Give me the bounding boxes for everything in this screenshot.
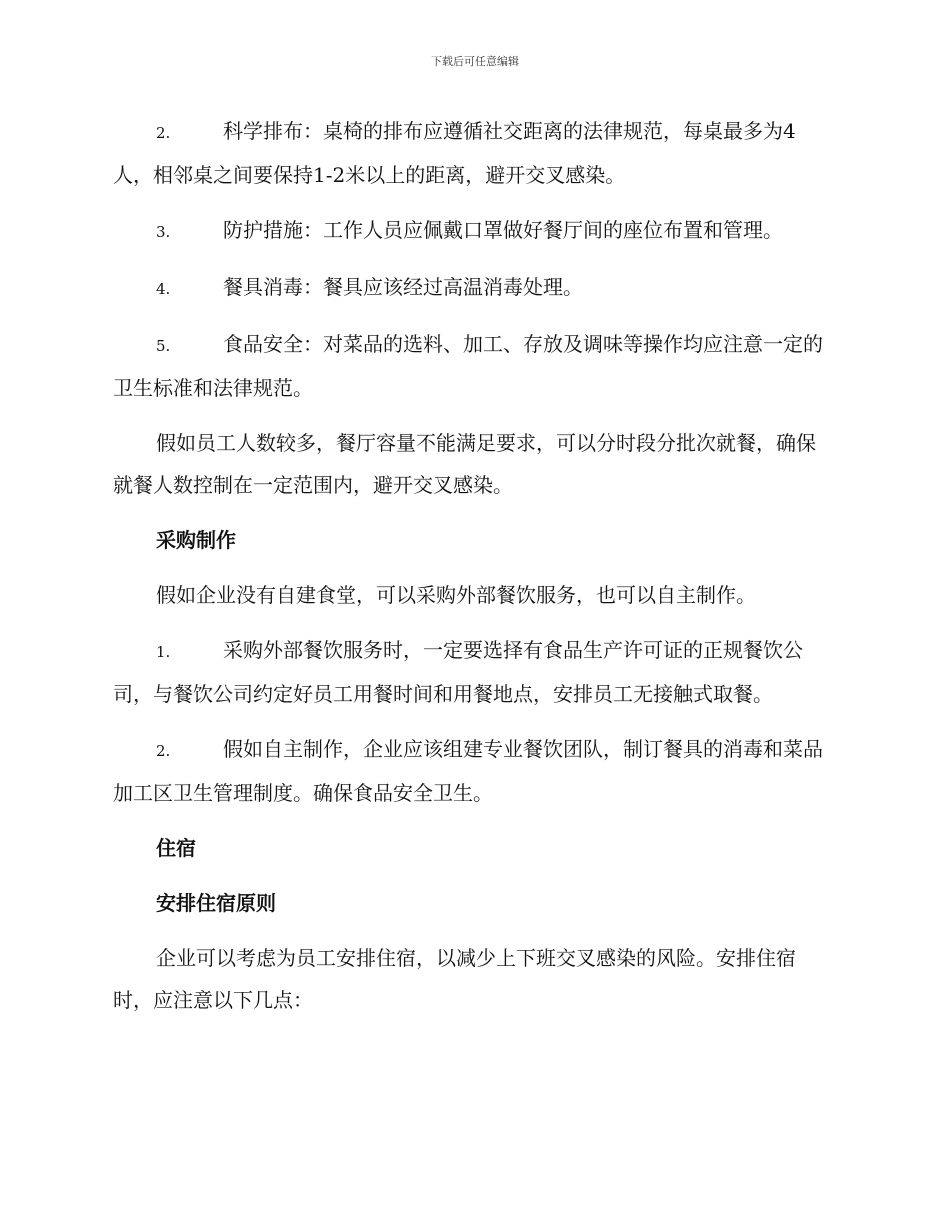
- list-text: 防护措施：工作人员应佩戴口罩做好餐厅间的座位布置和管理。: [223, 218, 783, 242]
- list-item: [113, 209, 835, 253]
- list-item: [113, 266, 835, 310]
- list-number: 1.: [156, 643, 171, 661]
- body-paragraph: 企业可以考虑为员工安排住宿，以减少上下班交叉感染的风险。安排住宿时，应注意以下几点：: [113, 946, 796, 1012]
- page-header: 下载后可任意编辑: [431, 55, 519, 68]
- list-number: 3.: [156, 223, 171, 241]
- list-text: 食品安全：对菜品的选料、加工、存放及调味等操作均应注意一定的卫生标准和法律规范。: [113, 332, 823, 400]
- list-item: [113, 323, 835, 409]
- list-number: 2.: [156, 742, 171, 760]
- list-text: 假如自主制作，企业应该组建专业餐饮团队，制订餐具的消毒和菜品加工区卫生管理制度。确保食品安全卫生。: [113, 737, 823, 805]
- list-text: 餐具消毒：餐具应该经过高温消毒处理。: [223, 275, 583, 299]
- list-text: 科学排布：桌椅的排布应遵循社交距离的法律规范，每桌最多为4人，相邻桌之间要保持1-2米以上的距离，避开交叉感染。: [113, 119, 796, 187]
- list-number: 5.: [156, 337, 171, 355]
- body-paragraph: 假如员工人数较多，餐厅容量不能满足要求，可以分时段分批次就餐，确保就餐人数控制在一定范围内，避开交叉感染。: [113, 431, 816, 497]
- list-text: 采购外部餐饮服务时，一定要选择有食品生产许可证的正规餐饮公司，与餐饮公司约定好员工用餐时间和用餐地点，安排员工无接触式取餐。: [113, 638, 803, 706]
- list-item: [113, 110, 835, 196]
- body-paragraph: 假如企业没有自建食堂，可以采购外部餐饮服务，也可以自主制作。: [156, 583, 756, 607]
- section-heading: 住宿: [156, 836, 196, 860]
- section-heading: 采购制作: [156, 528, 236, 552]
- list-item: [113, 728, 835, 814]
- list-number: 2.: [156, 124, 171, 142]
- list-item: [113, 629, 835, 715]
- list-number: 4.: [156, 280, 171, 298]
- document-body: [113, 110, 835, 1034]
- subsection-heading: 安排住宿原则: [156, 891, 276, 915]
